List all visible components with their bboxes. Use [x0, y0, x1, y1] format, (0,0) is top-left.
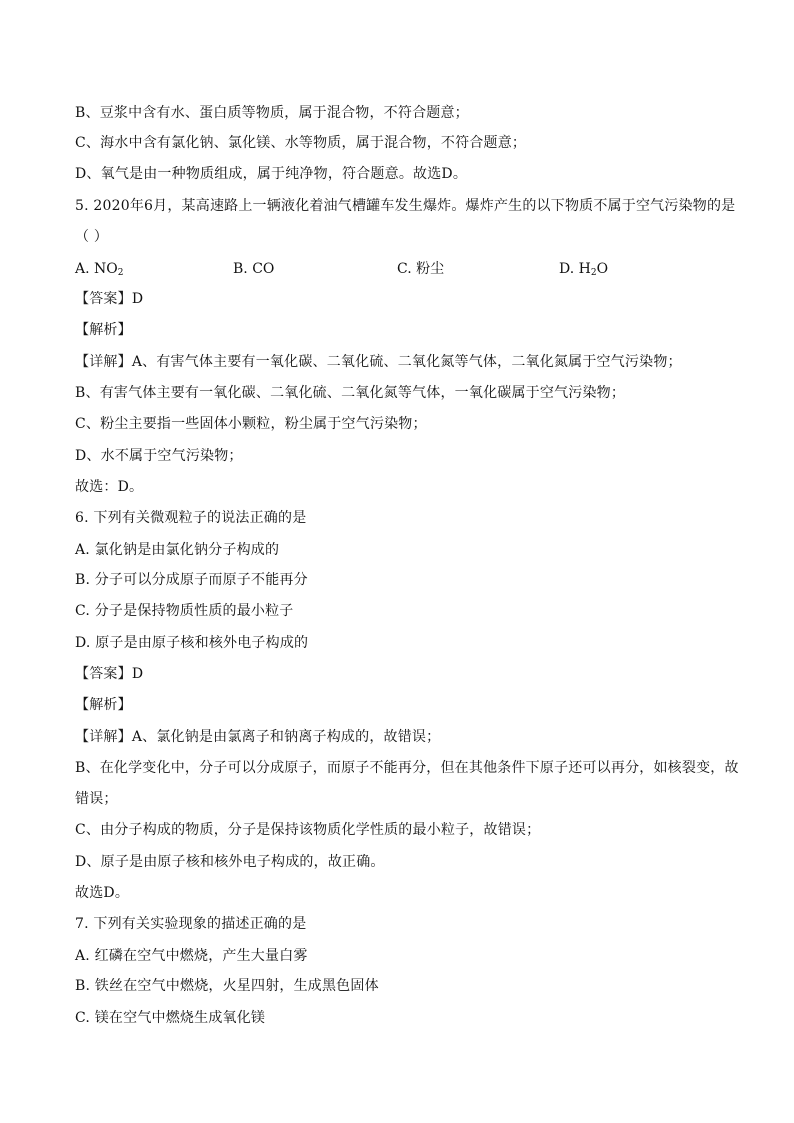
q6-detail-b-line2: 错误； — [75, 791, 118, 807]
q6-option-c: C. 分子是保持物质性质的最小粒子 — [75, 603, 294, 619]
q6-detail-b-line1: B、在化学变化中，分子可以分成原子，而原子不能再分，但在其他条件下原子还可以再分，如核裂变，故 — [75, 760, 739, 776]
q5-detail-c: C、粉尘主要指一些固体小颗粒，粉尘属于空气污染物； — [75, 416, 427, 432]
q6-option-b: B. 分子可以分成原子而原子不能再分 — [75, 572, 308, 588]
q5-analysis-tag: 【解析】 — [75, 322, 132, 338]
q5-option-d: D. $H_2O$ — [559, 261, 609, 278]
q4-explanation-d: D、氧气是由一种物质组成，属于纯净物，符合题意。故选D。 — [75, 166, 468, 182]
answer-tag: 【答案】 — [75, 291, 132, 307]
q7-stem: 7. 下列有关实验现象的描述正确的是 — [75, 916, 307, 932]
q4-explanation-c: C、海水中含有氯化钠、氯化镁、水等物质，属于混合物，不符合题意； — [75, 135, 527, 151]
q5-blank: （ ） — [75, 229, 109, 245]
q6-option-a: A. 氯化钠是由氯化钠分子构成的 — [75, 542, 280, 558]
q5-conclusion: 故选：D。 — [75, 479, 144, 495]
q5-detail-a: 【详解】A、有害气体主要有一氧化碳、二氧化硫、二氧化氮等气体，二氧化氮属于空气污染物； — [75, 354, 682, 370]
q6-conclusion: 故选D。 — [75, 885, 130, 901]
q5-detail-b: B、有害气体主要有一氧化碳、二氧化硫、二氧化氮等气体，一氧化碳属于空气污染物； — [75, 385, 626, 401]
q6-answer: 【答案】D — [75, 666, 144, 682]
q6-option-d: D. 原子是由原子核和核外电子构成的 — [75, 635, 309, 651]
q5-option-b: B. CO — [233, 261, 275, 277]
q7-option-b: B. 铁丝在空气中燃烧，火星四射，生成黑色固体 — [75, 978, 379, 994]
q5-stem: 5. 2020年6月，某高速路上一辆液化着油气槽罐车发生爆炸。爆炸产生的以下物质不属于空气污染物的是 — [75, 198, 736, 214]
q6-detail-a: 【详解】A、氯化钠是由氯离子和钠离子构成的，故错误； — [75, 729, 441, 745]
q5-option-c: C. 粉尘 — [397, 261, 445, 277]
q6-analysis-tag: 【解析】 — [75, 697, 132, 713]
q6-stem: 6. 下列有关微观粒子的说法正确的是 — [75, 510, 307, 526]
q7-option-c: C. 镁在空气中燃烧生成氧化镁 — [75, 1010, 266, 1026]
q6-detail-c: C、由分子构成的物质，分子是保持该物质化学性质的最小粒子，故错误； — [75, 822, 541, 838]
detail-tag: 【详解】 — [75, 729, 132, 745]
answer-tag: 【答案】 — [75, 666, 132, 682]
q4-explanation-b: B、豆浆中含有水、蛋白质等物质，属于混合物，不符合题意； — [75, 105, 469, 121]
q5-answer: 【答案】D — [75, 291, 144, 307]
q5-detail-d: D、水不属于空气污染物； — [75, 448, 243, 464]
q6-detail-d: D、原子是由原子核和核外电子构成的，故正确。 — [75, 854, 385, 870]
detail-tag: 【详解】 — [75, 354, 132, 370]
q5-option-a: A. $NO_2$ — [75, 261, 124, 278]
q7-option-a: A. 红磷在空气中燃烧，产生大量白雾 — [75, 948, 308, 964]
